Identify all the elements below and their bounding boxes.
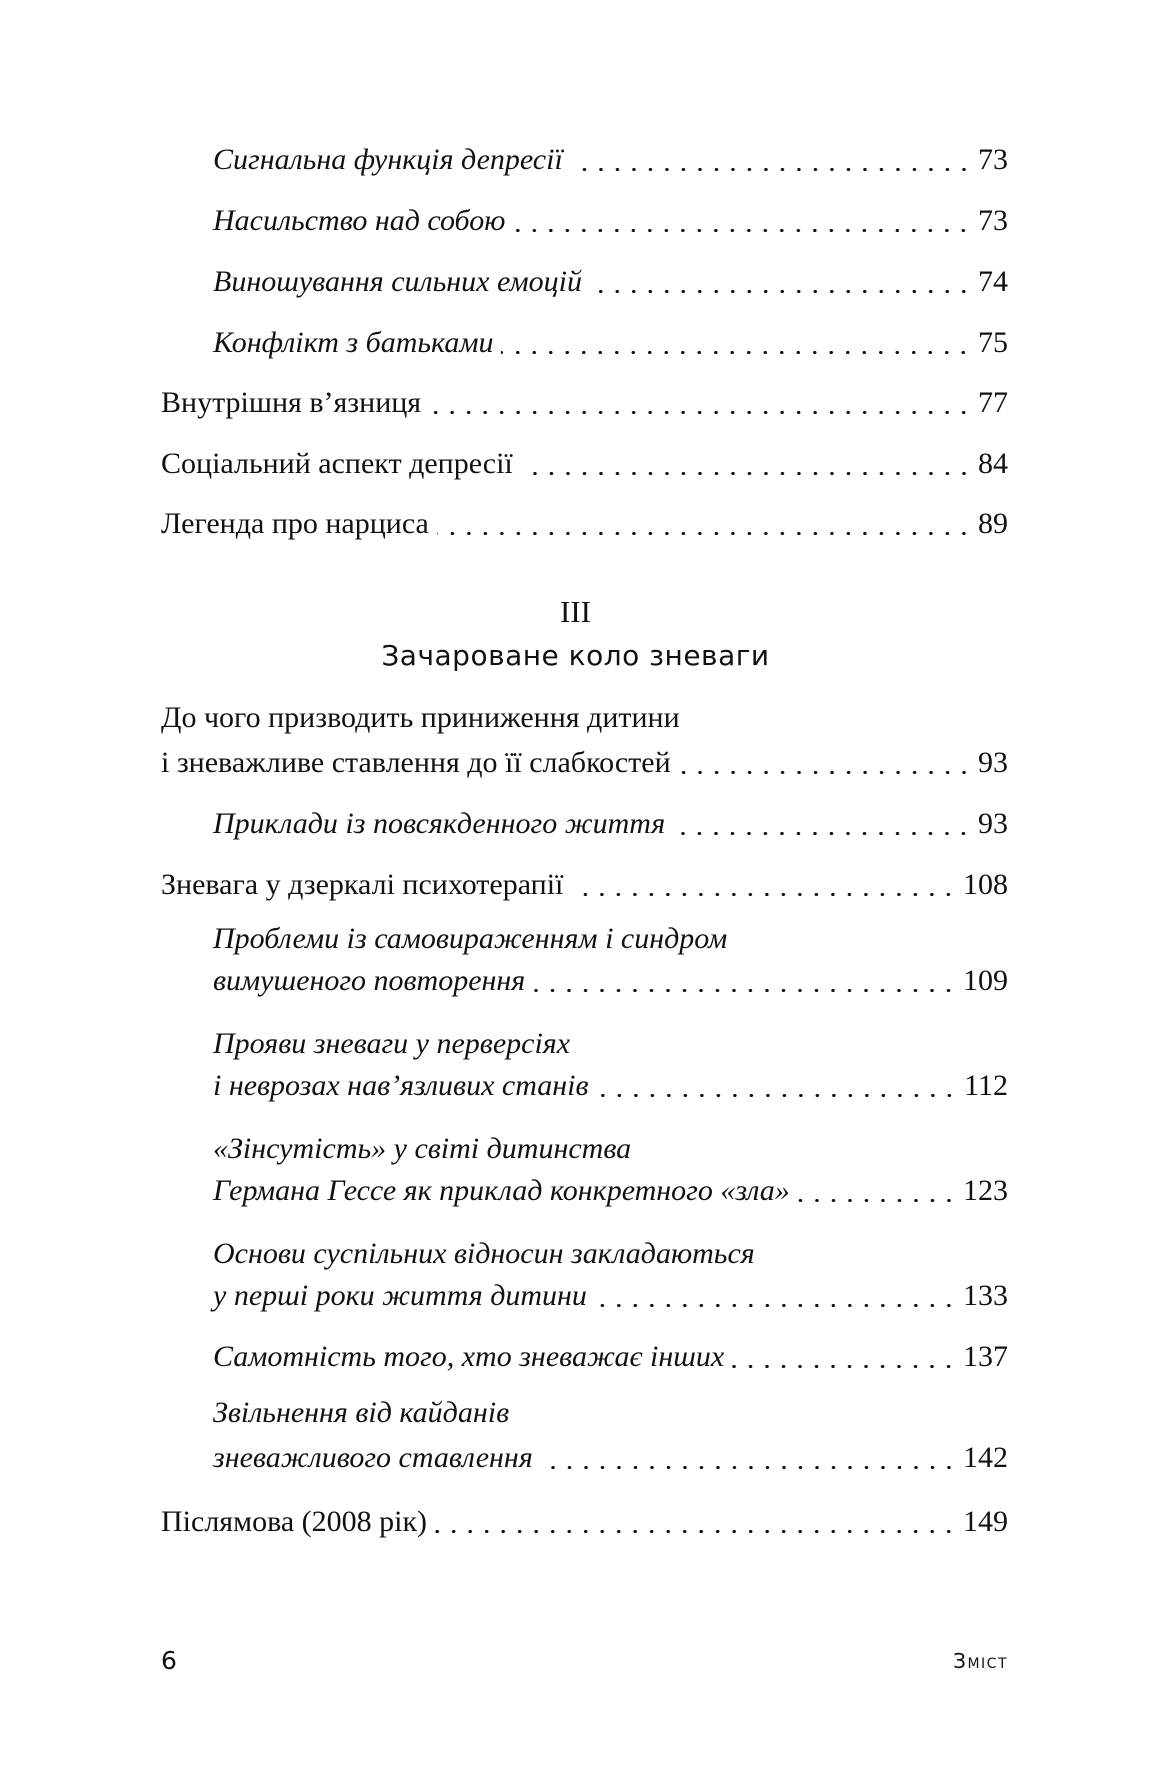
- toc-entry-title: Насильство над собою: [213, 204, 506, 237]
- toc-entry-line-1[interactable]: [213, 1129, 1008, 1169]
- toc-entry[interactable]: [213, 804, 1008, 844]
- toc-entry[interactable]: [213, 961, 1008, 1001]
- toc-entry[interactable]: [161, 1502, 1008, 1542]
- toc-entry-title: Післямова (2008 рік): [161, 1505, 428, 1538]
- dot-leader: [435, 1530, 957, 1533]
- dot-leader: [590, 290, 972, 293]
- toc-entry-title: Виношування сильних емоцій: [213, 265, 582, 298]
- toc-entry-title: До чого призводить приниження дитини: [161, 701, 680, 734]
- dot-leader: [571, 168, 972, 171]
- toc-entry[interactable]: [213, 1066, 1008, 1106]
- toc-entry-title: Приклади із повсякденного життя: [213, 807, 666, 840]
- toc-entry-line-1[interactable]: [213, 1234, 1008, 1274]
- dot-leader: [732, 1365, 957, 1368]
- toc-entry-page: 108: [963, 868, 1008, 901]
- toc-entry[interactable]: [213, 201, 1008, 241]
- running-title: Зміст: [953, 1649, 1008, 1673]
- toc-entry-title: Основи суспільних відносин закладаються: [213, 1237, 755, 1270]
- dot-leader: [513, 229, 972, 232]
- toc-entry-page: 73: [978, 143, 1008, 176]
- toc-entry-title: і неврозах нав’язливих станів: [213, 1069, 589, 1102]
- dot-leader: [429, 411, 972, 414]
- toc-entry[interactable]: [213, 323, 1008, 363]
- toc-entry-title: Конфлікт з батьками: [213, 326, 494, 359]
- toc-entry[interactable]: [213, 140, 1008, 180]
- toc-entry-page: 89: [978, 507, 1008, 540]
- toc-entry-page: 112: [964, 1069, 1008, 1102]
- toc-entry-line-1[interactable]: [161, 698, 1008, 738]
- toc-entry-title: Звільнення від кайданів: [213, 1396, 510, 1429]
- toc-entry-page: 73: [978, 204, 1008, 237]
- toc-entry[interactable]: [213, 1171, 1008, 1211]
- toc-entry-title: зневажливого ставлення: [213, 1441, 533, 1474]
- dot-leader: [501, 351, 972, 354]
- toc-entry[interactable]: [213, 262, 1008, 302]
- section-title: Зачароване коло зневаги: [381, 639, 770, 672]
- dot-leader: [679, 771, 972, 774]
- dot-leader: [798, 1199, 957, 1202]
- toc-entry[interactable]: [161, 743, 1008, 783]
- toc-entry-page: 93: [978, 807, 1008, 840]
- toc-entry[interactable]: [161, 383, 1008, 423]
- toc-entry-title: Сигнальна функція депресії: [213, 143, 563, 176]
- toc-entry-page: 93: [978, 746, 1008, 779]
- toc-entry-title: вимушеного повторення: [213, 964, 526, 997]
- toc-entry-title: Легенда про нарциса: [161, 507, 429, 540]
- toc-entry-page: 74: [978, 265, 1008, 298]
- toc-entry-title: «Зінсутість» у світі дитинства: [213, 1132, 632, 1165]
- toc-entry[interactable]: [213, 1438, 1008, 1478]
- toc-entry-title: Зневага у дзеркалі психотерапії: [161, 868, 564, 901]
- toc-entry-title: Прояви зневаги у перверсіях: [213, 1027, 571, 1060]
- toc-entry-title: Германа Гессе як приклад конкретного «зла»: [213, 1174, 790, 1207]
- toc-entry-page: 77: [978, 386, 1008, 419]
- section-number: III: [560, 594, 591, 629]
- toc-entry[interactable]: [161, 865, 1008, 905]
- dot-leader: [437, 532, 972, 535]
- toc-entry[interactable]: [161, 444, 1008, 484]
- toc-entry-title: і зневажливе ставлення до її слабкостей: [161, 746, 671, 779]
- toc-entry-page: 142: [963, 1441, 1008, 1474]
- toc-entry-page: 75: [978, 326, 1008, 359]
- toc-entry-line-1[interactable]: [213, 1393, 1008, 1433]
- toc-entry-title: у перші роки життя дитини: [213, 1279, 587, 1312]
- dot-leader: [595, 1304, 957, 1307]
- toc-entry-title: Проблеми із самовираженням і синдром: [213, 922, 728, 955]
- dot-leader: [571, 893, 957, 896]
- toc-entry-title: Внутрішня в’язниця: [161, 386, 422, 419]
- toc-entry-page: 137: [963, 1340, 1008, 1373]
- toc-entry-line-1[interactable]: [213, 919, 1008, 959]
- dot-leader: [596, 1094, 958, 1097]
- toc-entry[interactable]: [213, 1276, 1008, 1316]
- toc-entry-page: 123: [963, 1174, 1008, 1207]
- toc-entry-page: 109: [963, 964, 1008, 997]
- toc-entry-title: Соціальний аспект депресії: [161, 447, 513, 480]
- toc-entry-page: 133: [963, 1279, 1008, 1312]
- dot-leader: [541, 1466, 957, 1469]
- dot-leader: [673, 832, 972, 835]
- toc-entry[interactable]: [161, 504, 1008, 544]
- toc-entry-page: 84: [978, 447, 1008, 480]
- toc-entry-title: Самотність того, хто зневажає інших: [213, 1340, 725, 1373]
- page-number: 6: [161, 1646, 177, 1675]
- dot-leader: [521, 472, 972, 475]
- toc-entry[interactable]: [213, 1337, 1008, 1377]
- toc-entry-line-1[interactable]: [213, 1024, 1008, 1064]
- dot-leader: [533, 989, 957, 992]
- toc-entry-page: 149: [963, 1505, 1008, 1538]
